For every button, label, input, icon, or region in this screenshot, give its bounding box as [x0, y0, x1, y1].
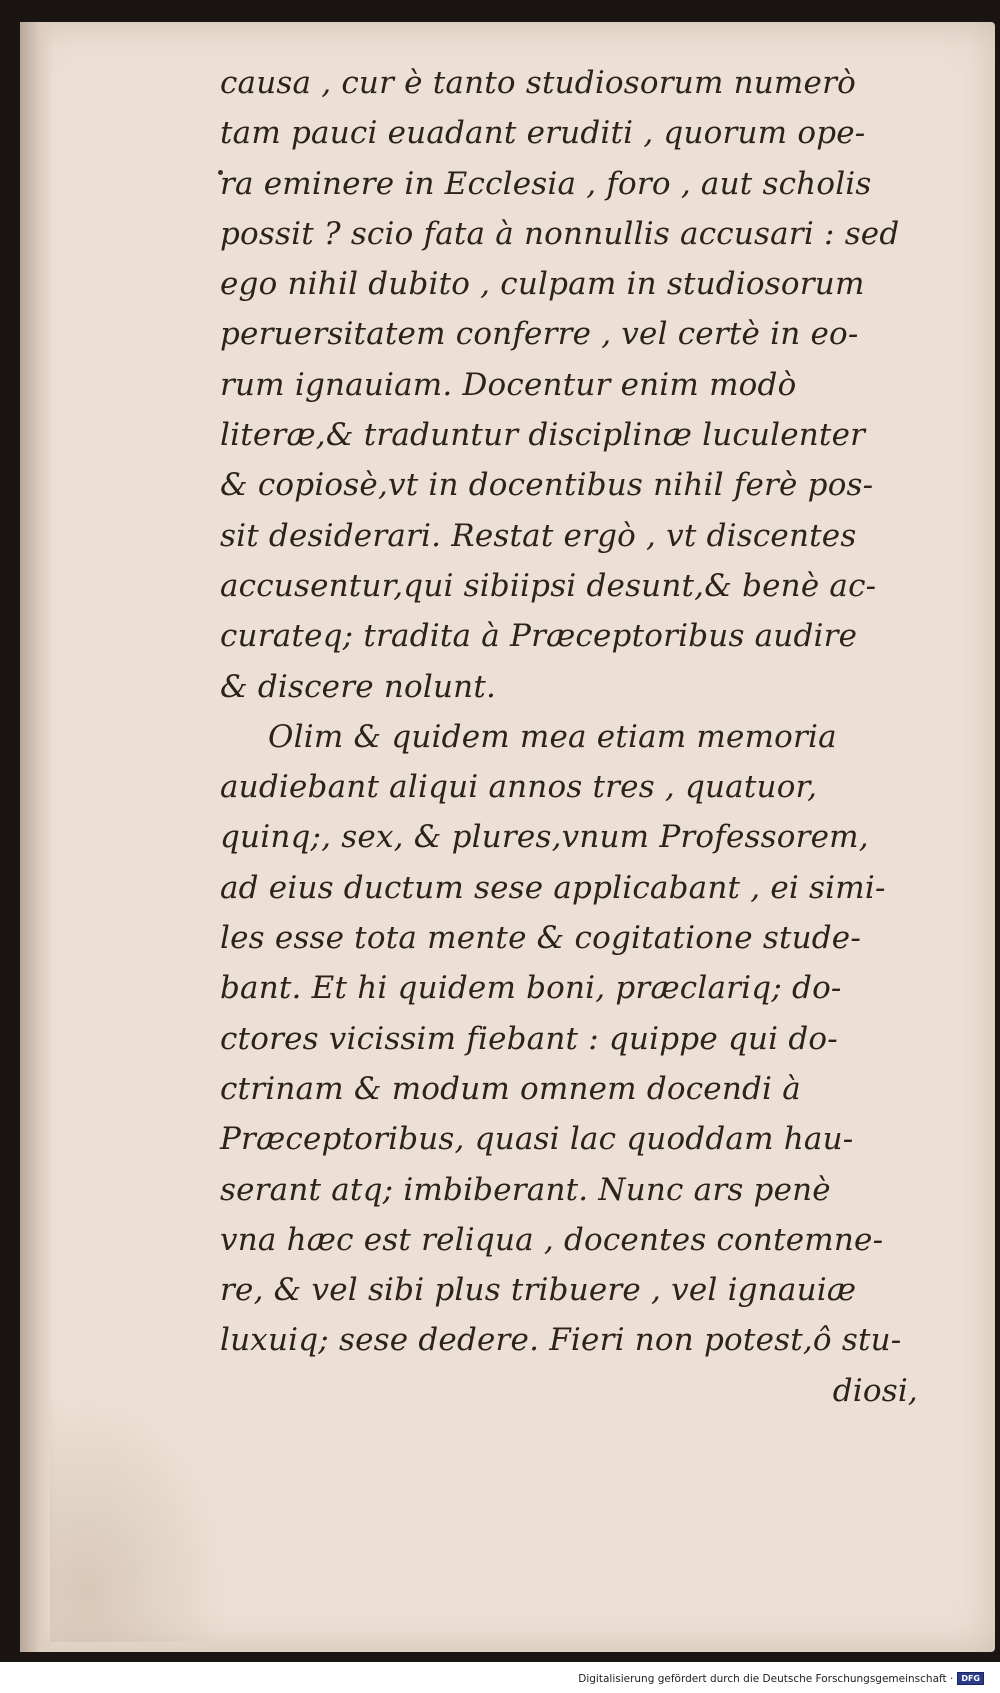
text-line: luxuiq; sese dedere. Fieri non potest,ô stu-: [220, 1322, 902, 1359]
text-line: ctrinam & modum omnem docendi à: [220, 1070, 801, 1107]
text-line: causa , cur è tanto studiosorum numerò: [220, 65, 856, 101]
digitization-credit: [578, 1672, 984, 1685]
text-line: tam pauci euadant eruditi , quorum ope-: [220, 115, 866, 152]
text-line: vna hæc est reliqua , docentes contemne-: [220, 1221, 884, 1258]
text-line: ad eius ductum sese applicabant , ei simi-: [220, 869, 886, 906]
text-line: peruersitatem conferre , vel certè in eo-: [220, 316, 859, 353]
text-line: les esse tota mente & cogitatione stude-: [220, 920, 862, 957]
text-line: quinq;, sex, & plures,vnum Professorem,: [220, 819, 869, 856]
dfg-logo: DFG: [957, 1672, 984, 1685]
text-line: possit ? scio fata à nonnullis accusari : sed: [220, 215, 900, 252]
text-line: curateq; tradita à Præceptoribus audire: [220, 618, 858, 655]
text-line: re, & vel sibi plus tribuere , vel ignauiæ: [220, 1272, 857, 1309]
text-line: serant atq; imbiberant. Nunc ars penè: [220, 1171, 831, 1208]
credit-text: Digitalisierung gefördert durch die Deutsche Forschungsgemeinschaft ·: [578, 1672, 954, 1685]
text-line: ego nihil dubito , culpam in studiosorum: [220, 266, 865, 303]
text-line: sit desiderari. Restat ergò , vt discentes: [220, 517, 857, 554]
text-line: ra eminere in Ecclesia , foro , aut scholis: [220, 165, 872, 202]
text-line: accusentur,qui sibiipsi desunt,& benè ac-: [220, 567, 877, 604]
text-line: bant. Et hi quidem boni, præclariq; do-: [220, 970, 842, 1007]
text-line: & discere nolunt.: [220, 668, 497, 705]
page-binding-edge: [20, 22, 54, 1652]
text-line: audiebant aliqui annos tres , quatuor,: [220, 769, 818, 806]
text-line: & copiosè,vt in docentibus nihil ferè pos-: [220, 467, 874, 504]
page-stain: [50, 1392, 230, 1642]
text-line: Præceptoribus, quasi lac quoddam hau-: [220, 1121, 854, 1158]
text-line: literæ,& traduntur disciplinæ luculenter: [220, 417, 866, 454]
text-line: ctores vicissim fiebant : quippe qui do-: [220, 1020, 838, 1057]
body-text: [220, 58, 940, 1416]
paragraph-start-line: Olim & quidem mea etiam memoria: [268, 718, 837, 755]
text-line: rum ignauiam. Docentur enim modò: [220, 366, 797, 403]
catchword: diosi,: [832, 1372, 918, 1409]
